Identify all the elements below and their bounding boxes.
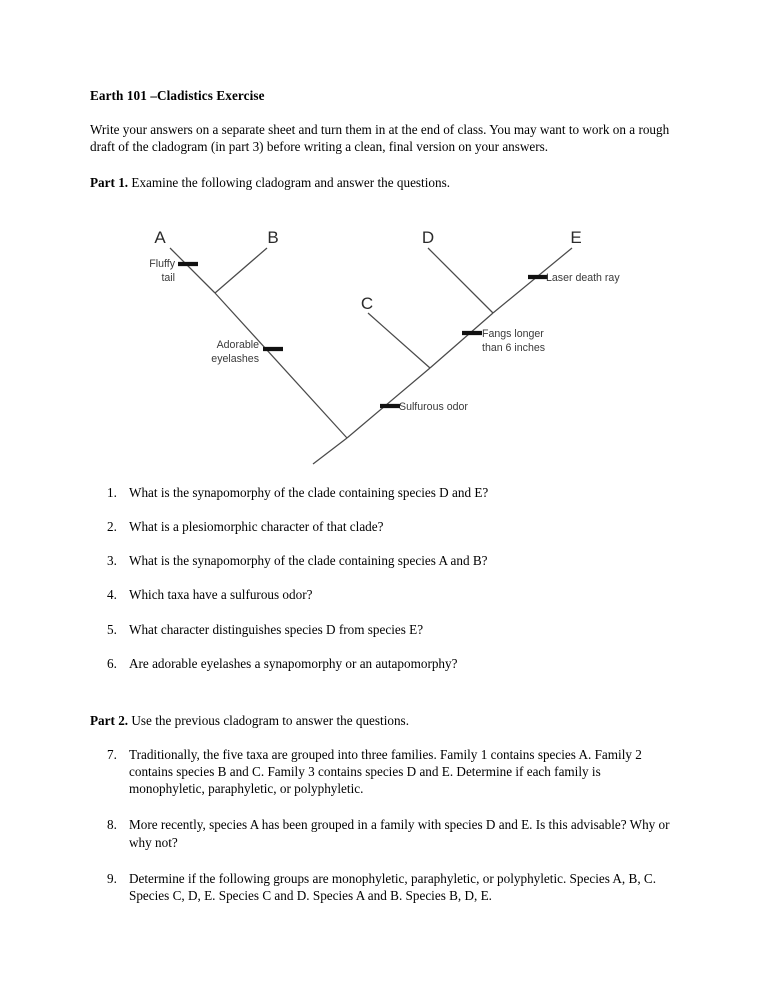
part1-label: Part 1. [90,175,129,191]
cladogram-character-labels [149,258,620,413]
tip-label-B: B [267,228,279,247]
list-item [90,746,678,797]
question-number: 9. [107,870,117,886]
question-text: What character distinguishes species D from species E? [129,621,424,637]
question-text: Traditionally, the five taxa are grouped into three families. Family 1 contains species A. Family 2 contains species B and C. Family 3 contains species D and E. Determine if each family is monophyletic, paraphyletic, or polyphyletic. [129,747,642,797]
question-text: Determine if the following groups are monophyletic, paraphyletic, or polyphyletic. Species A, B, C. Species C, D, E. Species C and D. Species A and B. Species B, D, E. [129,870,657,903]
list-item [90,484,678,501]
cladogram-tip-labels [154,228,581,313]
question-text: More recently, species A has been grouped in a family with species D and E. Is this advisable? Why or why not? [129,817,670,850]
list-item [90,870,678,904]
tip-label-C: C [360,294,374,313]
branch-AB-to-root [215,293,347,438]
branch-C [368,313,430,368]
list-item [90,816,678,850]
tip-label-E: E [570,228,582,247]
part1-question-list [90,484,678,672]
part2-heading [90,712,678,729]
list-item [90,621,678,638]
tip-label-D: D [421,228,435,247]
question-text: What is the synapomorphy of the clade containing species D and E? [129,485,489,500]
char-label-adorable-eyelashes-line1: Adorable [216,339,259,351]
char-label-sulfurous-odor: Sulfurous odor [399,401,468,413]
branch-root-stem [313,438,347,464]
document-content [90,88,678,192]
list-item [90,655,678,672]
page-title: Earth 101 –Cladistics Exercise [90,88,265,103]
tip-label-A: A [154,228,166,247]
question-number: 1. [107,485,117,500]
char-label-fangs-line1: Fangs longer [482,328,544,340]
intro-paragraph: Write your answers on a separate sheet and turn them in at the end of class. You may want to work on a rough draft of the cladogram (in part 3) before writing a clean, final version on your answers. [90,122,670,155]
question-number: 8. [107,817,117,833]
char-label-fluffy-tail-line2: tail [161,272,175,284]
question-number: 4. [107,587,117,603]
question-number: 5. [107,621,117,637]
branch-B [215,248,267,293]
question-number: 7. [107,747,117,762]
list-item [90,552,678,569]
branch-A [170,248,215,293]
char-label-laser-death-ray: Laser death ray [546,272,620,284]
list-item [90,586,678,603]
list-item [90,518,678,535]
cladogram-figure [0,205,768,480]
part1-heading [90,174,678,191]
question-number: 3. [107,553,117,569]
part2-label: Part 2. [90,713,129,728]
branch-DE-to-C [430,313,493,368]
char-label-adorable-eyelashes-line2: eyelashes [211,353,259,365]
char-label-fluffy-tail-line1: Fluffy [149,258,175,270]
question-number: 2. [107,519,117,535]
part2-question-list [90,746,678,904]
part2-instruction: Use the previous cladogram to answer the questions. [128,713,409,728]
question-number: 6. [107,655,117,671]
question-text: What is the synapomorphy of the clade containing species A and B? [129,553,488,569]
char-label-fangs-line2: than 6 inches [482,342,546,354]
part1-instruction: Examine the following cladogram and answer the questions. [128,175,451,191]
question-text: What is a plesiomorphic character of that clade? [129,519,384,535]
question-text: Are adorable eyelashes a synapomorphy or an autapomorphy? [129,655,458,671]
branch-D [428,248,493,313]
question-text: Which taxa have a sulfurous odor? [129,587,313,603]
